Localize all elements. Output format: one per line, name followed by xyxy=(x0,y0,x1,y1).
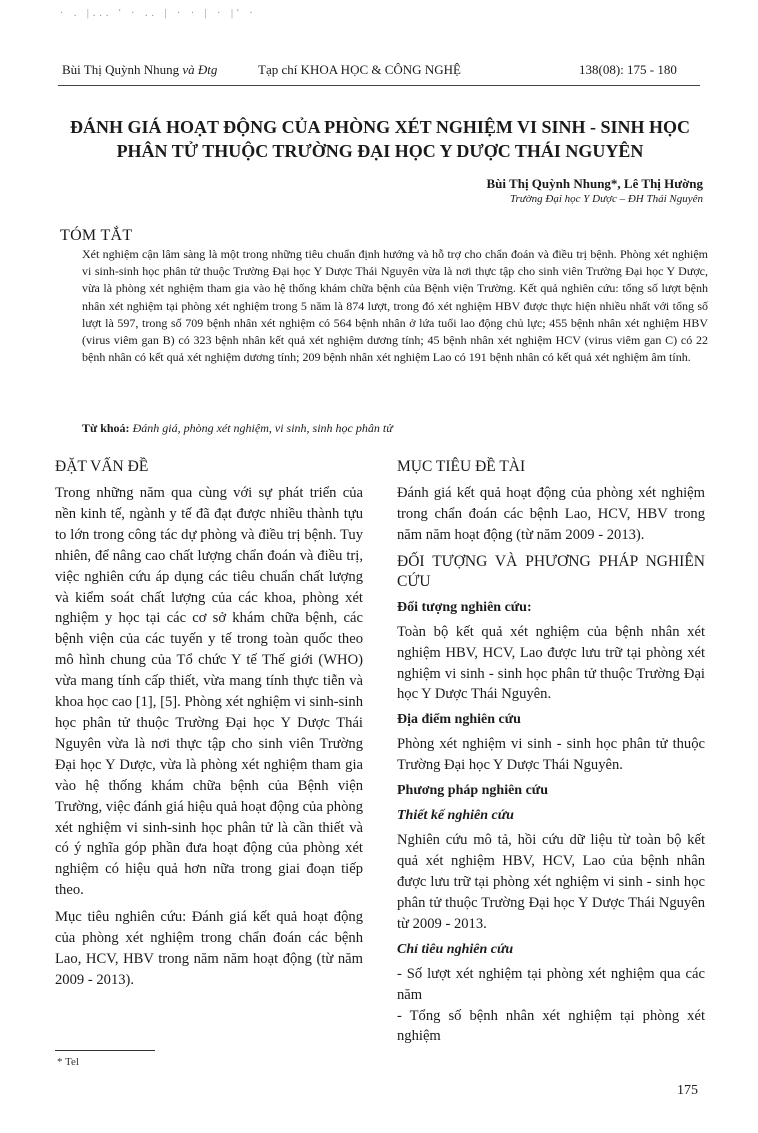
header-authors: Bùi Thị Quỳnh Nhung xyxy=(62,62,180,77)
footnote-divider xyxy=(55,1050,155,1051)
running-header-issue: 138(08): 175 - 180 xyxy=(579,62,677,77)
keywords-label: Từ khoá: xyxy=(82,421,130,435)
intro-paragraph: Trong những năm qua cùng với sự phát triển của nền kinh tế, ngành y tế đã đạt được nhiều thành tựu to lớn trong công tác dự phòng và điều trị bệnh. Tuy nhiên, để nâng cao chất lượng chẩn đoán và điều trị, việc nghiên cứu áp dụng các tiêu chuẩn chất lượng và kiểm soát chất lượng của các khoa, phòng xét nghiệm y học tại các cơ sở khám chữa bệnh, các bệnh viện của các tuyến y tế trong toàn quốc theo mô hình chung của Tổ chức Y tế Thế giới (WHO) vừa mang tính cấp thiết, vừa mang tính thực tiễn và khoa học cao [1], [5]. Phòng xét nghiệm vi sinh-sinh học phân tử thuộc Trường Đại học Y Dược Thái Nguyên vừa là nơi thực tập cho sinh viên Trường Đại học Y Dược, vừa là phòng xét nghiệm tham gia vào hệ thống khám chữa bệnh của Bệnh viện Trường, việc đánh giá hiệu quả hoạt động của phòng xét nghiệm vi sinh-sinh học phân tử là cần thiết và có ý nghĩa góp phần đưa hoạt động của phòng xét nghiệm có hiệu quả hơn nữa trong giai đoạn tiếp theo. xyxy=(55,485,363,899)
running-header-authors xyxy=(62,62,217,78)
subheading-indicators: Chỉ tiêu nghiên cứu xyxy=(397,941,514,957)
header-et-al: và Đtg xyxy=(182,62,218,77)
subheading-subjects: Đối tượng nghiên cứu: xyxy=(397,599,532,615)
subheading-methods: Phương pháp nghiên cứu xyxy=(397,783,548,799)
header-divider xyxy=(58,85,700,86)
scan-noise-marks: · . |... ' · .. | · · | · |' · xyxy=(60,8,257,19)
right-column xyxy=(397,457,705,1047)
running-header-journal: Tạp chí KHOA HỌC & CÔNG NGHỆ xyxy=(258,62,461,77)
abstract-heading: TÓM TẮT xyxy=(60,227,133,244)
abstract-keywords xyxy=(82,420,708,437)
page-number: 175 xyxy=(677,1083,698,1098)
indicator-item: - Tổng số bệnh nhân xét nghiệm tại phòng xét nghiệm xyxy=(397,1007,705,1045)
paper-affiliation: Trường Đại học Y Dược – ĐH Thái Nguyên xyxy=(509,193,703,205)
section-heading-methods: ĐỐI TƯỢNG VÀ PHƯƠNG PHÁP NGHIÊN CỨU xyxy=(397,552,705,590)
subjects-paragraph: Toàn bộ kết quả xét nghiệm của bệnh nhân xét nghiệm HBV, HCV, Lao được lưu trữ tại phòng xét nghiệm vi sinh - sinh học phân tử thuộc Trường Đại học Y Dược Thái Nguyên. xyxy=(397,623,705,703)
paper-title: ĐÁNH GIÁ HOẠT ĐỘNG CỦA PHÒNG XÉT NGHIỆM VI SINH - SINH HỌC PHÂN TỬ THUỘC TRƯỜNG ĐẠI HỌC Y DƯỢC THÁI NGUYÊN xyxy=(69,117,691,161)
objective-paragraph: Mục tiêu nghiên cứu: Đánh giá kết quả hoạt động của phòng xét nghiệm trong chẩn đoán các bệnh Lao, HCV, HBV trong năm năm hoạt động (từ năm 2009 - 2013). xyxy=(55,909,363,988)
keywords-text: Đánh giá, phòng xét nghiệm, vi sinh, sinh học phân tử xyxy=(132,421,393,435)
design-paragraph: Nghiên cứu mô tả, hồi cứu dữ liệu từ toàn bộ kết quả xét nghiệm HBV, HCV, Lao của bệnh nhân được lưu trữ tại phòng xét nghiệm vi sinh - sinh học phân tử thuộc Trường Đại học Y Dược Thái Nguyên từ 2009 - 2013. xyxy=(397,832,705,932)
indicator-item: - Số lượt xét nghiệm tại phòng xét nghiệm qua các năm xyxy=(397,965,705,1003)
section-heading-objectives: MỤC TIÊU ĐỀ TÀI xyxy=(397,458,526,475)
left-column xyxy=(55,457,363,991)
objectives-paragraph: Đánh giá kết quả hoạt động của phòng xét nghiệm trong chẩn đoán các bệnh Lao, HCV, HBV trong năm năm hoạt động (từ năm 2009 - 2013). xyxy=(397,485,705,543)
location-paragraph: Phòng xét nghiệm vi sinh - sinh học phân tử thuộc Trường Đại học Y Dược Thái Nguyên. xyxy=(397,736,705,774)
section-heading-intro: ĐẶT VẤN ĐỀ xyxy=(55,458,149,475)
footnote: * Tel xyxy=(57,1056,79,1068)
subheading-design: Thiết kế nghiên cứu xyxy=(397,808,514,824)
abstract-body: Xét nghiệm cận lâm sàng là một trong những tiêu chuẩn định hướng và hỗ trợ cho chẩn đoán và điều trị bệnh. Phòng xét nghiệm vi sinh-sinh học phân tử thuộc Trường Đại học Y Dược Thái Nguyên vừa là nơi thực tập cho sinh viên Trường Đại học Y Dược, vừa là phòng xét nghiệm tham gia vào hệ thống khám chữa bệnh của Bệnh viện Trường. Kết quả nghiên cứu: tổng số lượt bệnh nhân xét nghiệm tại phòng xét nghiệm trong 5 năm là 874 lượt, trong đó xét nghiệm HBV được thực hiện nhiều nhất với tổng số lượt là 597, trong số 709 bệnh nhân xét nghiệm có 564 bệnh nhân ở lứa tuổi lao động chủ lực; 455 bệnh nhân xét nghiệm HBV (virus viêm gan B) có 323 bệnh nhân kết quả xét nghiệm dương tính; 45 bệnh nhân xét nghiệm HCV (virus viêm gan C) có 22 bệnh nhân có kết quả xét nghiệm dương tính; 209 bệnh nhân xét nghiệm Lao có 191 bệnh nhân có kết quả xét nghiệm âm tính. xyxy=(82,247,708,365)
paper-authors: Bùi Thị Quỳnh Nhung*, Lê Thị Hường xyxy=(486,176,703,191)
subheading-location: Địa điểm nghiên cứu xyxy=(397,712,521,728)
